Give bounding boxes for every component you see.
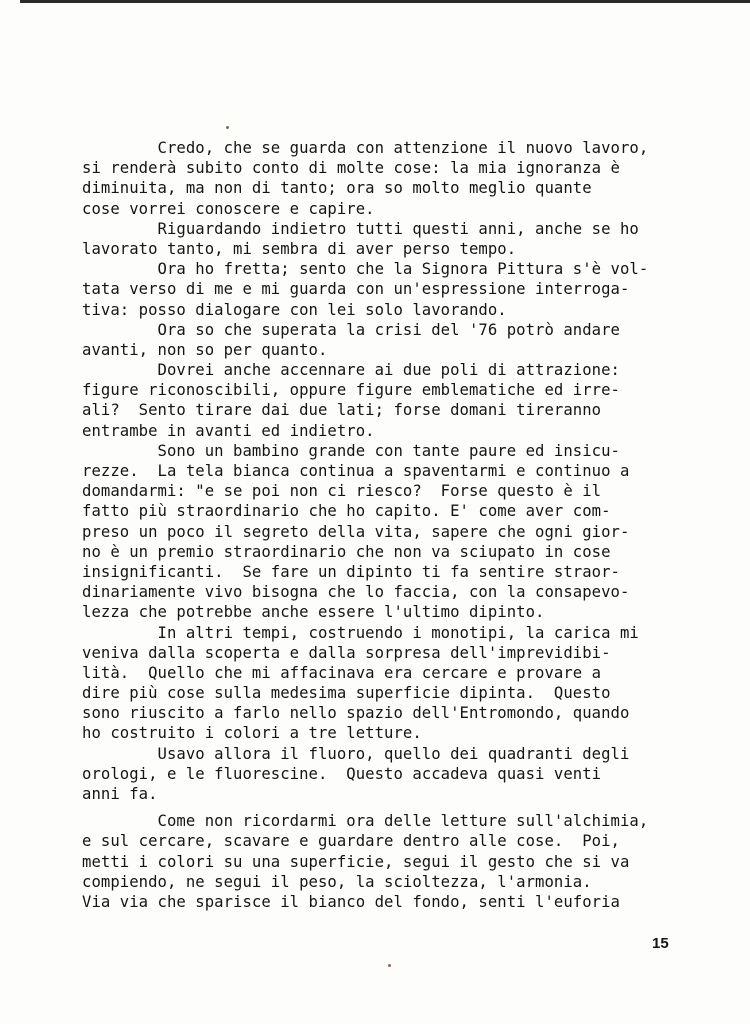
text-line: Ora so che superata la crisi del '76 potrò andare [82, 320, 620, 339]
text-line: entrambe in avanti ed indietro. [82, 421, 375, 440]
text-line: domandarmi: "e se poi non ci riesco? Forse questo è il [82, 482, 602, 501]
text-line: lità. Quello che mi affacinava era cercare e provare a [82, 663, 602, 682]
text-line: lavorato tanto, mi sembra di aver perso tempo. [82, 239, 517, 258]
text-line: sono riuscito a farlo nello spazio dell'Entromondo, quando [82, 704, 630, 723]
text-line: figure riconoscibili, oppure figure emblematiche ed irre- [82, 381, 620, 400]
text-line: Come non ricordarmi ora delle letture sull'alchimia, [82, 812, 649, 831]
page-number: 15 [652, 935, 669, 952]
text-line: cose vorrei conoscere e capire. [82, 199, 375, 218]
text-line: Via via che sparisce il bianco del fondo, senti l'euforia [82, 892, 620, 911]
paper-speck [388, 964, 391, 967]
text-line: si renderà subito conto di molte cose: la mia ignoranza è [82, 159, 620, 178]
text-line: compiendo, ne segui il peso, la scioltezza, l'armonia. [82, 872, 592, 891]
text-line: e sul cercare, scavare e guardare dentro alle cose. Poi, [82, 832, 620, 851]
text-line: avanti, non so per quanto. [82, 340, 328, 359]
text-line: dinariamente vivo bisogna che lo faccia, con la consapevo- [82, 583, 630, 602]
text-line: Riguardando indietro tutti questi anni, anche se ho [82, 219, 639, 238]
text-line: preso un poco il segreto della vita, sapere che ogni gior- [82, 522, 630, 541]
text-line: rezze. La tela bianca continua a spaventarmi e continuo a [82, 462, 630, 480]
text-line: anni fa. [82, 785, 158, 803]
text-line: In altri tempi, costruendo i monotipi, la carica mi [82, 623, 639, 642]
text-line: dire più cose sulla medesima superficie dipinta. Questo [82, 684, 611, 703]
paragraph-gap [82, 804, 682, 811]
text-line: lezza che potrebbe anche essere l'ultimo dipinto. [82, 603, 545, 622]
text-line: fatto più straordinario che ho capito. E' come aver com- [82, 502, 611, 521]
body-text [82, 138, 682, 912]
text-line: tata verso di me e mi guarda con un'espressione interroga- [82, 280, 630, 299]
text-line: diminuita, ma non di tanto; ora so molto meglio quante [82, 179, 592, 198]
text-line: ho costruito i colori a tre letture. [82, 724, 422, 743]
text-line: orologi, e le fluorescine. Questo accadeva quasi venti [82, 764, 602, 783]
text-line: Dovrei anche accennare ai due poli di attrazione: [82, 361, 620, 380]
text-line: veniva dalla scoperta e dalla sorpresa dell'imprevidibi- [82, 643, 611, 662]
text-line: tiva: posso dialogare con lei solo lavorando. [82, 300, 507, 319]
text-line: no è un premio straordinario che non va sciupato in cose [82, 542, 611, 561]
text-line: Ora ho fretta; sento che la Signora Pittura s'è vol- [82, 260, 649, 279]
text-line: insignificanti. Se fare un dipinto ti fa sentire straor- [82, 562, 620, 581]
text-line: ali? Sento tirare dai due lati; forse domani tireranno [82, 401, 602, 420]
paper-speck [226, 126, 229, 129]
text-line: Usavo allora il fluoro, quello dei quadranti degli [82, 744, 630, 763]
page-top-edge [20, 0, 750, 3]
text-line: Sono un bambino grande con tante paure ed insicu- [82, 441, 620, 460]
text-line: metti i colori su una superficie, segui il gesto che si va [82, 852, 630, 871]
text-line: Credo, che se guarda con attenzione il nuovo lavoro, [82, 139, 649, 157]
